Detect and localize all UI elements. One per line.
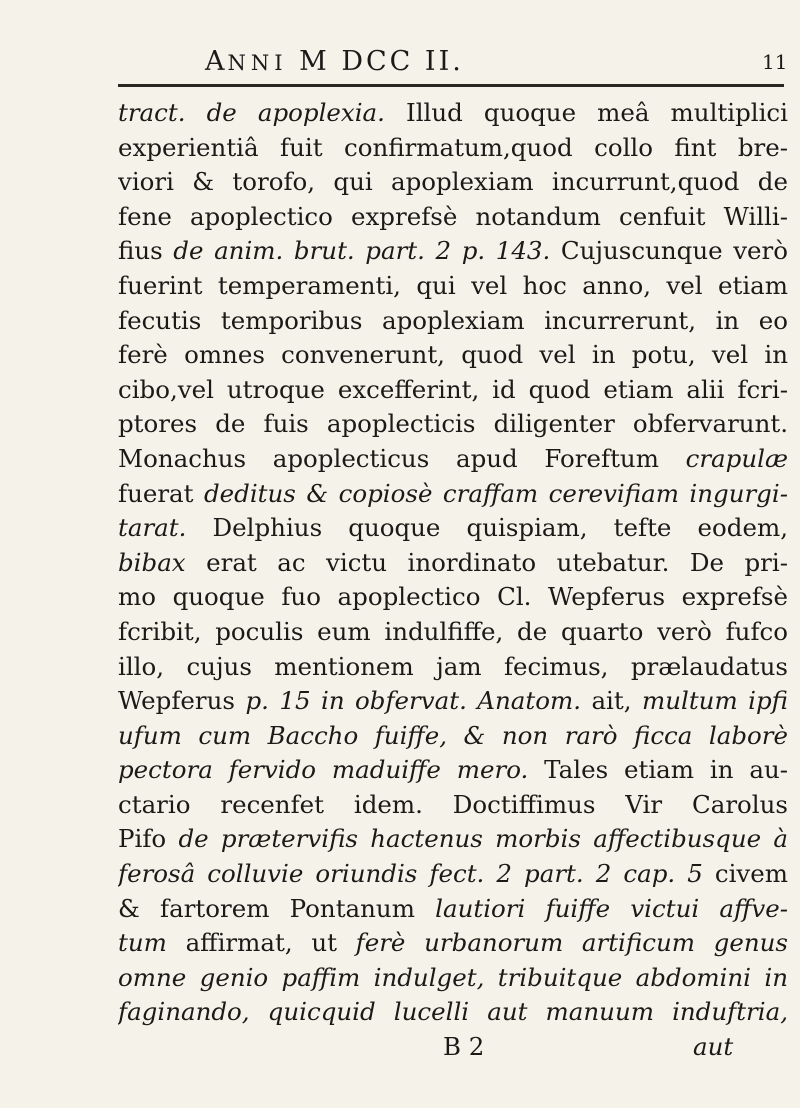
roman-text: ctario recenfet idem. Doctiffimus Vir Carolus (118, 789, 788, 819)
roman-text: illo, cujus mentionem jam fecimus, prælaudatus (118, 651, 788, 681)
italic-text: ufum cum Baccho fuiffe, & non rarò ficca laborè (118, 720, 788, 750)
italic-text: ferosâ colluvie oriundis fect. 2 part. 2 cap. 5 (118, 859, 703, 889)
roman-text: & fartorem Pontanum (118, 893, 436, 923)
roman-text: fene apoplectico exprefsè notandum cenfuit Willi- (118, 201, 788, 231)
roman-text: fuerat (118, 478, 204, 508)
italic-text: tract. de apoplexia. (118, 98, 385, 127)
text-line (118, 442, 788, 477)
italic-text: tum (118, 928, 167, 958)
text-line (118, 234, 788, 269)
roman-text: Cujuscunque verò (550, 236, 788, 266)
italic-text: de prætervifis hactenus morbis affectibusque à (178, 824, 788, 854)
running-head-year: M DCC II. (299, 46, 464, 77)
roman-text: Tales etiam in au- (528, 755, 788, 785)
text-line (118, 684, 788, 719)
roman-text: cibo,vel utroque excefferint, id quod etiam alii fcri- (118, 374, 788, 404)
roman-text: Pifo (118, 824, 179, 854)
roman-text: fius (118, 236, 174, 266)
catchword: aut (693, 1032, 734, 1062)
text-line (118, 857, 788, 892)
running-head (205, 46, 464, 77)
roman-text: experientiâ fuit confirmatum,quod collo fint bre- (118, 132, 788, 162)
text-line (118, 961, 788, 996)
roman-text: ait, (581, 686, 642, 716)
italic-text: omne genio paffim indulget, tribuitque abdomini in (118, 962, 788, 992)
text-line (118, 892, 788, 927)
roman-text: Illud quoque meâ multiplici (384, 98, 788, 127)
text-line (118, 580, 788, 615)
italic-text: p. 15 in obfervat. Anatom. (245, 686, 581, 716)
text-line (118, 822, 788, 857)
text-line (118, 96, 788, 131)
text-line (118, 788, 788, 823)
roman-text: affirmat, ut (166, 928, 356, 958)
roman-text: Wepferus (118, 686, 246, 716)
text-line (118, 338, 788, 373)
text-line (118, 615, 788, 650)
roman-text: fcribit, poculis eum indulfiffe, de quarto verò fufco (118, 616, 788, 646)
text-line (118, 407, 788, 442)
text-line (118, 719, 788, 754)
text-line (118, 165, 788, 200)
text-line (118, 200, 788, 235)
text-line (118, 477, 788, 512)
italic-text: deditus & copiosè craffam cerevifiam ingurgi- (203, 478, 788, 508)
italic-text: tarat. (118, 513, 187, 543)
roman-text: Delphius quoque quispiam, tefte eodem, (186, 513, 788, 543)
italic-text: multum ipfi (641, 686, 788, 716)
text-line (118, 546, 788, 581)
italic-text: lautiori fuiffe victui affve- (435, 893, 788, 923)
running-head-word: NNI (227, 51, 288, 75)
text-line (118, 995, 788, 1030)
roman-text: civem (702, 859, 788, 889)
italic-text: ferè urbanorum artificum genus (355, 928, 788, 958)
text-line (118, 373, 788, 408)
roman-text: viori & torofo, qui apoplexiam incurrunt,quod de (118, 167, 788, 197)
page-header (0, 46, 800, 86)
body-text (118, 96, 788, 1065)
header-rule (118, 84, 784, 87)
page-number: 11 (762, 50, 788, 74)
text-line (118, 269, 788, 304)
running-head-initial: A (205, 46, 228, 77)
text-line (118, 753, 788, 788)
roman-text: ptores de fuis apoplecticis diligenter obfervarunt. (118, 409, 788, 439)
roman-text: erat ac victu inordinato utebatur. De pri- (185, 547, 788, 577)
roman-text: fuerint temperamenti, qui vel hoc anno, vel etiam (118, 270, 788, 300)
roman-text: ferè omnes convenerunt, quod vel in potu, vel in (118, 340, 788, 370)
text-line (118, 511, 788, 546)
signature-mark: B 2 (443, 1032, 485, 1062)
roman-text: Monachus apoplecticus apud Foreftum (118, 443, 686, 473)
italic-text: bibax (118, 547, 186, 577)
text-line (118, 926, 788, 961)
italic-text: de anim. brut. part. 2 p. 143. (173, 236, 551, 266)
italic-text: pectora fervido maduiffe mero. (118, 755, 529, 785)
italic-text: faginando, quicquid lucelli aut manuum induftria, (118, 997, 788, 1027)
signature-line (118, 1030, 788, 1065)
text-line (118, 131, 788, 166)
italic-text: crapulæ (685, 443, 788, 473)
roman-text: mo quoque fuo apoplectico Cl. Wepferus exprefsè (118, 582, 788, 612)
text-line (118, 650, 788, 685)
roman-text: fecutis temporibus apoplexiam incurrerunt, in eo (118, 305, 788, 335)
text-line (118, 304, 788, 339)
